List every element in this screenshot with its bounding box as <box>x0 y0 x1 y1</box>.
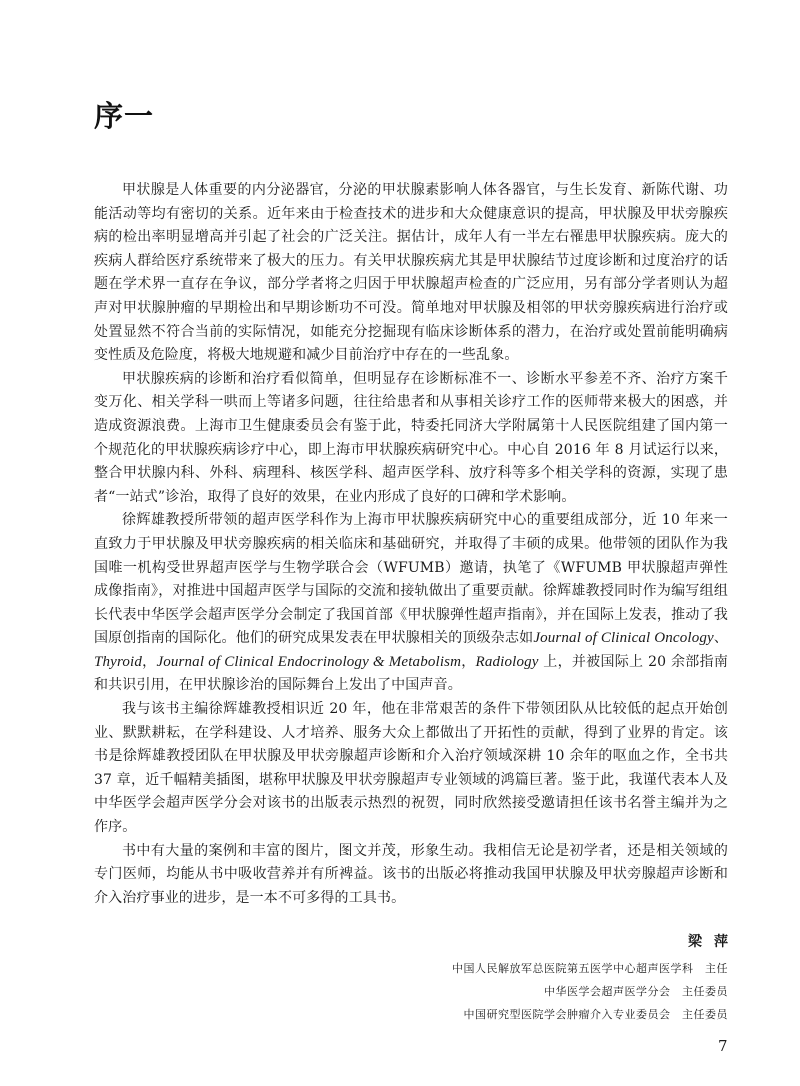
preface-body <box>94 179 728 910</box>
paragraph-3 <box>94 509 728 698</box>
affiliation-line: 中国人民解放军总医院第五医学中心超声医学科 主任 <box>452 962 728 975</box>
paragraph-2: 甲状腺疾病的诊断和治疗看似简单，但明显存在诊断标准不一、诊断水平参差不齐、治疗方案千变万化、相关学科一哄而上等诸多问题，往往给患者和从事相关诊疗工作的医师带来极大的困惑，并造成资源浪费。上海市卫生健康委员会有鉴于此，特委托同济大学附属第十人民医院组建了国内第一个规范化的甲状腺疾病诊疗中心，即上海市甲状腺疾病研究中心。中心自 2016 年 8 月试运行以来，整合甲状腺内科、外科、病理科、核医学科、超声医学科、放疗科等多个相关学科的资源，实现了患者“一站式”诊治，取得了良好的效果，在业内形成了良好的口碑和学术影响。 <box>94 370 728 505</box>
separator: 、 <box>713 630 728 647</box>
author-name: 梁萍 <box>688 934 740 950</box>
page-title: 序一 <box>94 99 155 133</box>
affiliation-line: 中华医学会超声医学分会 主任委员 <box>544 985 728 998</box>
page-number: 7 <box>718 1037 728 1055</box>
journal-name: Journal of Clinical Oncology <box>533 630 714 647</box>
paragraph-3-text: 徐辉雄教授所带领的超声医学科作为上海市甲状腺疾病研究中心的重要组成部分，近 10 年来一直致力于甲状腺及甲状旁腺疾病的相关临床和基础研究，并取得了丰硕的成果。他带领的团队作为我国唯一机构受世界超声医学与生物学联合会（WFUMB）邀请，执笔了《WFUMB 甲状腺超声弹性成像指南》，对推进中国超声医学与国际的交流和接轨做出了重要贡献。徐辉雄教授同时作为编写组组长代表中华医学会超声医学分会制定了我国首部《甲状腺弹性超声指南》，并在国际上发表，推动了我国原创指南的国际化。他们的研究成果发表在甲状腺相关的顶级杂志如 <box>94 512 728 647</box>
paragraph-4: 我与该书主编徐辉雄教授相识近 20 年，他在非常艰苦的条件下带领团队从比较低的起点开始创业、默默耕耘，在学科建设、人才培养、服务大众上都做出了开拓性的贡献，得到了业界的肯定。该书是徐辉雄教授团队在甲状腺及甲状旁腺超声诊断和介入治疗领域深耕 10 余年的呕血之作，全书共 37 章，近千幅精美插图，堪称甲状腺及甲状旁腺超声专业领域的鸿篇巨著。鉴于此，我谨代表本人及中华医学会超声医学分会对该书的出版表示热烈的祝贺，同时欣然接受邀请担任该书名誉主编并为之作序。 <box>94 701 728 836</box>
separator: ， <box>142 653 157 670</box>
journal-name: Thyroid <box>94 653 142 670</box>
paragraph-5: 书中有大量的案例和丰富的图片，图文并茂，形象生动。我相信无论是初学者，还是相关领域的专门医师，均能从书中吸收营养并有所裨益。该书的出版必将推动我国甲状腺及甲状旁腺超声诊断和介入治疗事业的进步，是一本不可多得的工具书。 <box>94 842 728 906</box>
separator: ， <box>461 653 476 670</box>
journal-name: Journal of Clinical Endocrinology & Metabolism <box>156 653 462 670</box>
paragraph-1: 甲状腺是人体重要的内分泌器官，分泌的甲状腺素影响人体各器官，与生长发育、新陈代谢、功能活动等均有密切的关系。近年来由于检查技术的进步和大众健康意识的提高，甲状腺及甲状旁腺疾病的检出率明显增高并引起了社会的广泛关注。据估计，成年人有一半左右罹患甲状腺疾病。庞大的疾病人群给医疗系统带来了极大的压力。有关甲状腺疾病尤其是甲状腺结节过度诊断和过度治疗的话题在学术界一直存在争议，部分学者将之归因于甲状腺超声检查的广泛应用，另有部分学者则认为超声对甲状腺肿瘤的早期检出和早期诊断功不可没。简单地对甲状腺及相邻的甲状旁腺疾病进行治疗或处置显然不符合当前的实际情况，如能充分挖掘现有临床诊断体系的潜力，在治疗或处置前能明确病变性质及危险度，将极大地规避和减少目前治疗中存在的一些乱象。 <box>94 182 728 364</box>
paragraph-3-tail: 上，并被国际上 20 余部指南和共识引用，在甲状腺诊治的国际舞台上发出了中国声音。 <box>94 653 728 694</box>
signature-block <box>452 932 740 1021</box>
journal-name: Radiology <box>475 653 539 670</box>
affiliation-line: 中国研究型医院学会肿瘤介入专业委员会 主任委员 <box>463 1008 728 1021</box>
